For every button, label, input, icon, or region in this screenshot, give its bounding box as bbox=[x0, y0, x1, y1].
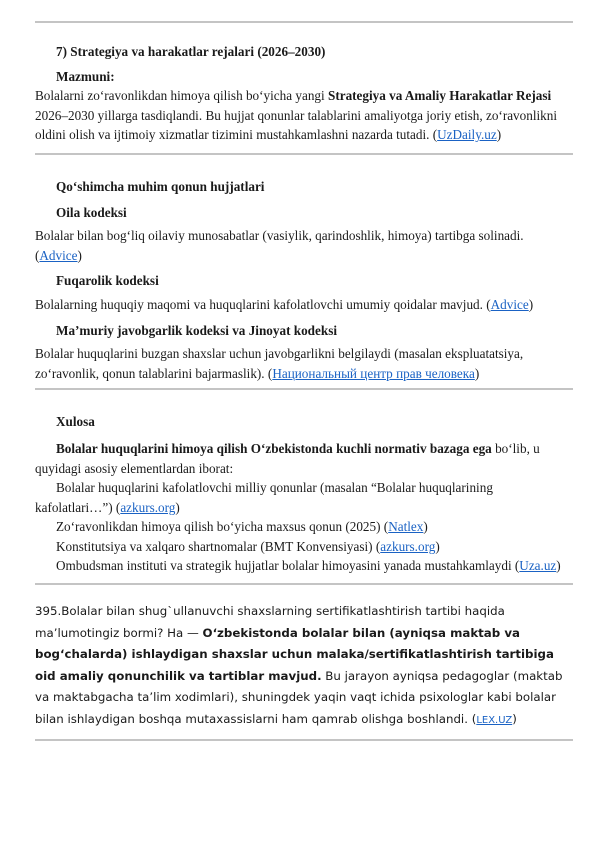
strategy-paragraph bbox=[35, 86, 573, 145]
paragraph-text: Zo‘ravonlikdan himoya qilish bo‘yicha maxsus qonun (2025) ( bbox=[56, 519, 389, 535]
subheading-family-code: Oila kodeksi bbox=[56, 204, 127, 220]
paragraph-text: Bolalarni zo‘ravonlikdan himoya qilish bo‘yicha yangi bbox=[35, 88, 328, 104]
conclusion-item bbox=[35, 537, 573, 557]
source-link-lexuz[interactable]: LEX.UZ bbox=[476, 715, 513, 727]
section-conclusion bbox=[35, 390, 573, 576]
source-link-azkurs[interactable]: azkurs.org bbox=[120, 499, 176, 515]
paren-close: ) bbox=[474, 365, 480, 381]
document-page bbox=[35, 0, 573, 741]
conclusion-item bbox=[35, 478, 573, 517]
source-link-human-rights-center[interactable]: Национальный центр прав человека bbox=[272, 365, 475, 381]
section-heading: 7) Strategiya va harakatlar rejalari (2026–2030) bbox=[56, 44, 326, 59]
source-link-advice[interactable]: Advice bbox=[39, 247, 78, 263]
source-link-azkurs[interactable]: azkurs.org bbox=[380, 538, 436, 554]
source-link-advice[interactable]: Advice bbox=[490, 296, 529, 312]
paragraph-text: Konstitutsiya va xalqaro shartnomalar (BMT Konvensiyasi) ( bbox=[56, 538, 381, 554]
section-heading: Xulosa bbox=[56, 414, 95, 430]
section-additional-laws bbox=[35, 155, 573, 383]
civil-code-text bbox=[35, 295, 573, 315]
criminal-code-text bbox=[35, 344, 573, 383]
paren-close: ) bbox=[528, 296, 534, 312]
conclusion-lead bbox=[35, 439, 573, 478]
paragraph-text: Bu jarayon ayniqsa pedagoglar (maktab va maktabgacha ta’lim xodimlari), shuningdek yaqin vaqt ichida psixologlar kabi bolalar bilan ishlaydigan boshqa mutaxassislarni ham qamrab olishga boshlandi. ( bbox=[35, 668, 563, 727]
paren-close: ) bbox=[435, 538, 440, 554]
paren-close: ) bbox=[77, 247, 82, 263]
paragraph-text: Bolalar huquqlarini kafolatlovchi milliy qonunlar (masalan “Bolalar huquqlarining kafolatlari…”) ( bbox=[35, 480, 493, 515]
section-strategy bbox=[35, 23, 573, 145]
paren-close: ) bbox=[556, 558, 561, 574]
paragraph-text: 2026–2030 yillarga tasdiqlandi. Bu hujjat qonunlar talablarini amaliyotga joriy etish, zo‘ravonlikni oldini olish va ijtimoiy xizmatlar tizimini mustahkamlashni nazarda tutadi. ( bbox=[35, 107, 558, 143]
paragraph-text: Bolalarning huquqiy maqomi va huquqlarini kafolatlovchi umumiy qoidalar mavjud. ( bbox=[35, 296, 491, 312]
paragraph-text: 395.Bolalar bilan shug`ullanuvchi shaxslarning sertifikatlashtirish tartibi haqida ma’lumotingiz bormi? Ha — bbox=[35, 604, 505, 640]
paragraph-text: bo‘lib, u quyidagi asosiy elementlardan iborat: bbox=[35, 440, 540, 476]
paren-close: ) bbox=[423, 519, 428, 535]
section-heading: Qo‘shimcha muhim qonun hujjatlari bbox=[56, 178, 265, 194]
paragraph-bold: Bolalar huquqlarini himoya qilish O‘zbekistonda kuchli normativ bazaga ega bbox=[56, 440, 492, 456]
divider bbox=[35, 739, 573, 741]
paren-close: ) bbox=[496, 127, 502, 143]
paragraph-text: Bolalar huquqlarini buzgan shaxslar uchun javobgarlikni belgilaydi (masalan ekspluatatsiya, zo‘ravonlik, qonun talablarini bajarmaslik). ( bbox=[35, 346, 524, 381]
source-link-uzdaily[interactable]: UzDaily.uz bbox=[437, 127, 497, 143]
conclusion-item bbox=[35, 517, 573, 537]
paragraph-text: Bolalar bilan bog‘liq oilaviy munosabatlar (vasiylik, qarindoshlik, himoya) tartibga solinadi. ( bbox=[35, 228, 524, 263]
paren-close: ) bbox=[512, 712, 517, 727]
paragraph-text: Ombudsman instituti va strategik hujjatlar bolalar himoyasini yanada mustahkamlaydi ( bbox=[56, 558, 520, 574]
source-link-uza[interactable]: Uza.uz bbox=[519, 558, 557, 574]
paren-close: ) bbox=[175, 499, 180, 515]
subheading-criminal-code: Ma’muriy javobgarlik kodeksi va Jinoyat kodeksi bbox=[56, 322, 338, 338]
certification-paragraph bbox=[35, 601, 573, 732]
section-certification bbox=[35, 585, 573, 732]
source-link-natlex[interactable]: Natlex bbox=[388, 519, 424, 535]
paragraph-bold: O‘zbekistonda bolalar bilan (ayniqsa maktab va bog‘chalarda) ishlaydigan shaxslar uchun malaka/sertifikatlashtirish tartibiga oid amaliy qonunchilik va tartiblar mavjud. bbox=[35, 625, 554, 683]
conclusion-item bbox=[35, 556, 573, 576]
family-code-text bbox=[35, 226, 573, 265]
mazmuni-label: Mazmuni: bbox=[56, 68, 115, 84]
paragraph-bold: Strategiya va Amaliy Harakatlar Rejasi bbox=[327, 88, 552, 104]
subheading-civil-code: Fuqarolik kodeksi bbox=[56, 273, 159, 289]
